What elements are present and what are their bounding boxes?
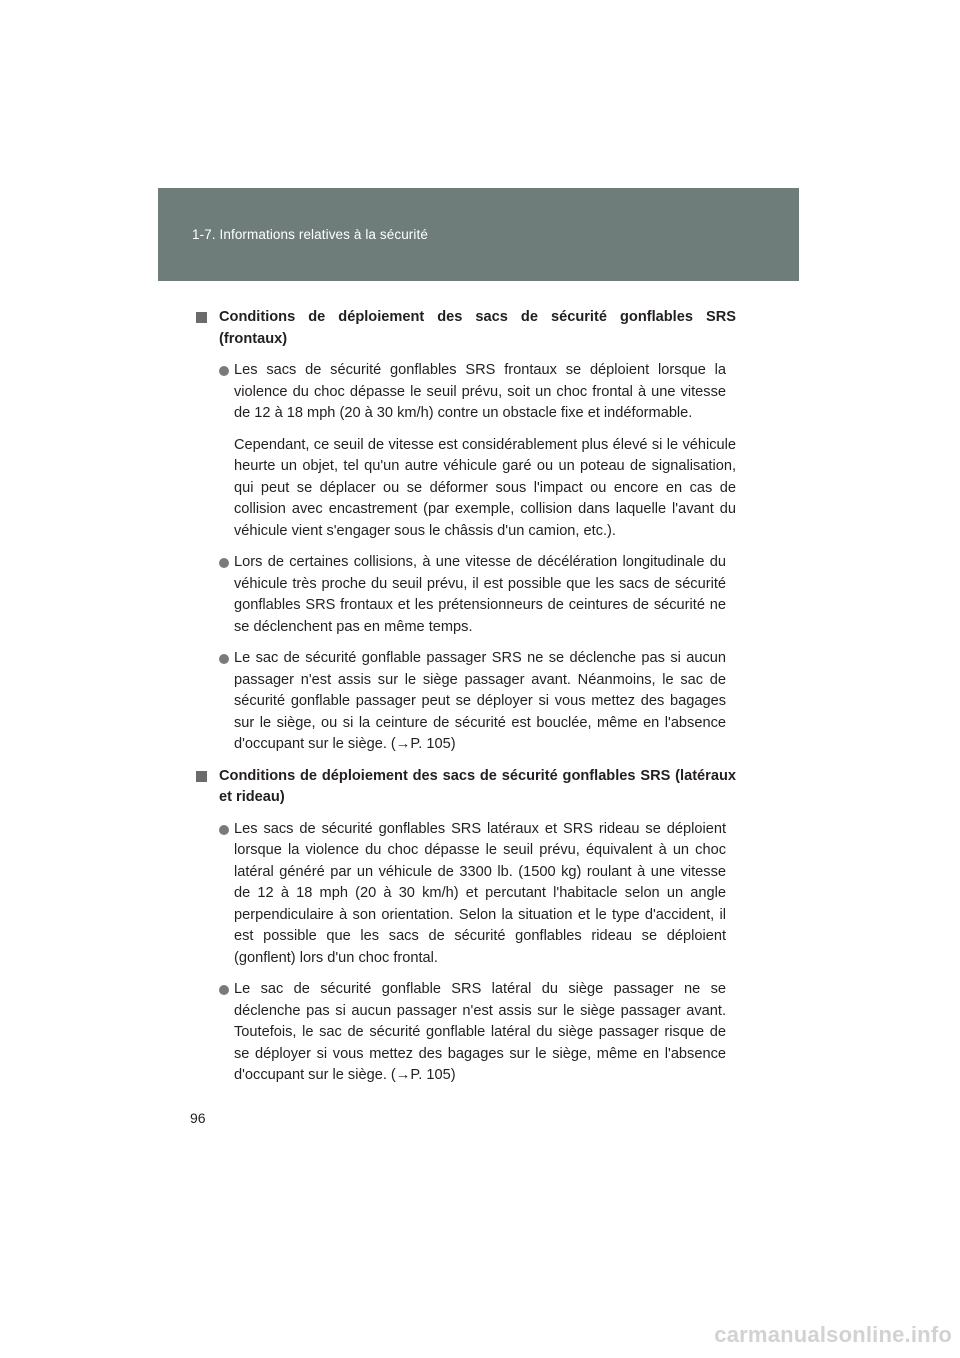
watermark: carmanualsonline.info <box>714 1322 952 1347</box>
list-item-text: Les sacs de sécurité gonflables SRS latéraux et SRS rideau se déploient lorsque la violence du choc dépasse le seuil prévu, équivalent à un choc latéral généré par un véhicule de 3300 lb. (1500 kg) roulant à une vitesse de 12 à 18 mph (20 à 30 km/h) et percutant l'habitacle selon un angle perpendiculaire à son orientation. Selon la situation et le type d'accident, il est possible que les sacs de sécurité gonflables rideau se déploient (gonflent) lors d'un choc frontal. <box>234 820 726 966</box>
list-item-text: Les sacs de sécurité gonflables SRS frontaux se déploient lorsque la violence du choc dépasse le seuil prévu, soit un choc frontal à une vitesse de 12 à 18 mph (20 à 30 km/h) contre un obstacle fixe et indéformable. <box>234 362 726 421</box>
list-item <box>196 979 736 1087</box>
circle-bullet-icon <box>219 985 229 995</box>
list-item <box>196 360 736 425</box>
square-bullet-icon <box>196 312 207 323</box>
page-number: 96 <box>190 1110 206 1126</box>
section-header-band <box>158 188 799 281</box>
heading-text: Conditions de déploiement des sacs de sécurité gonflables SRS (frontaux) <box>219 309 736 347</box>
section-title: 1-7. Informations relatives à la sécurité <box>192 227 428 242</box>
circle-bullet-icon <box>219 366 229 376</box>
square-bullet-icon <box>196 771 207 782</box>
circle-bullet-icon <box>219 654 229 664</box>
list-item <box>196 819 736 970</box>
list-item <box>196 552 736 638</box>
list-item-text: Le sac de sécurité gonflable SRS latéral du siège passager ne se déclenche pas si aucun passager n'est assis sur le siège passager avant. Toutefois, le sac de sécurité gonflable latéral du siège passager risque de se déployer si vous mettez des bagages sur le siège, même en l'absence d'occupant sur le siège. (→P. 105) <box>234 981 726 1083</box>
page-content <box>196 307 736 1097</box>
list-item-text: Lors de certaines collisions, à une vitesse de décélération longitudinale du véhicule très proche du seuil prévu, il est possible que les sacs de sécurité gonflables SRS frontaux et les prétensionneurs de ceintures de sécurité ne se déclenchent pas en même temps. <box>234 554 726 635</box>
section-heading-side-curtain <box>196 766 736 809</box>
list-item-text: Le sac de sécurité gonflable passager SRS ne se déclenche pas si aucun passager n'est assis sur le siège passager avant. Néanmoins, le sac de sécurité gonflable passager peut se déployer si vous mettez des bagages sur le siège, ou si la ceinture de sécurité est bouclée, même en l'absence d'occupant sur le siège. (→P. 105) <box>234 650 726 752</box>
list-item <box>196 648 736 756</box>
list-item-continuation: Cependant, ce seuil de vitesse est considérablement plus élevé si le véhicule heurte un objet, tel qu'un autre véhicule garé ou un poteau de signalisation, qui peut se déplacer ou se déformer sous l'impact ou encore en cas de collision avec encastrement (par exemple, collision dans laquelle l'avant du véhicule vient s'engager sous le châssis d'un camion, etc.). <box>234 436 736 539</box>
circle-bullet-icon <box>219 825 229 835</box>
circle-bullet-icon <box>219 558 229 568</box>
heading-text: Conditions de déploiement des sacs de sécurité gonflables SRS (latéraux et rideau) <box>219 767 736 805</box>
section-heading-frontal <box>196 307 736 350</box>
